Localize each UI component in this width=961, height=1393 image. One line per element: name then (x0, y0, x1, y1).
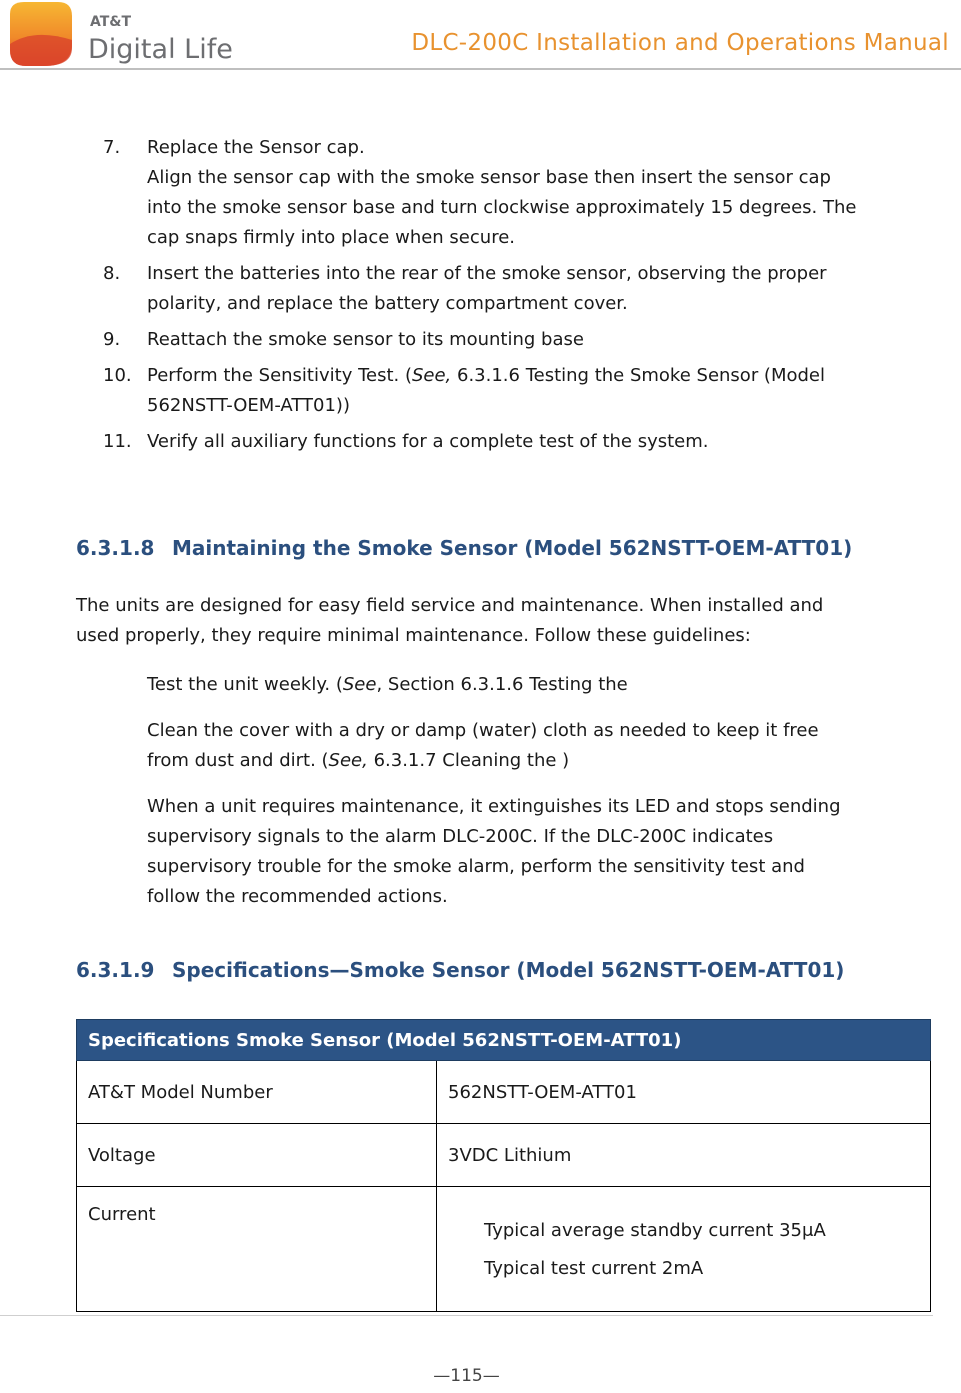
svg-text:Digital Life: Digital Life (88, 34, 233, 65)
step-text: 562NSTT-OEM-ATT01)) (147, 395, 350, 416)
step-number: 11. (103, 431, 132, 452)
spec-value-item: Typical test current 2mA (484, 1258, 704, 1279)
step-11 (103, 427, 943, 457)
step-text: into the smoke sensor base and turn clockwise approximately 15 degrees. The (147, 197, 857, 218)
cross-reference-link[interactable]: 6.3.1.7 Cleaning the ) (367, 750, 570, 771)
table-row (77, 1187, 931, 1312)
step-text: Insert the batteries into the rear of the smoke sensor, observing the proper (147, 263, 827, 284)
guideline-item: When a unit requires maintenance, it extinguishes its LED and stops sending supervisory signals to the alarm DLC-200C. If the DLC-200C indicates supervisory trouble for the smoke alarm, perform the sensitivity test and follow the recommended actions. (147, 796, 841, 907)
step-number: 8. (103, 263, 121, 284)
spec-label: AT&T Model Number (77, 1061, 437, 1124)
step-text: Verify all auxiliary functions for a complete test of the system. (147, 431, 709, 452)
section-heading-specifications (76, 958, 844, 982)
specifications-table (76, 1019, 931, 1312)
section-title: Specifications—Smoke Sensor (Model 562NSTT-OEM-ATT01) (172, 958, 845, 982)
step-text: polarity, and replace the battery compartment cover. (147, 293, 628, 314)
procedure-steps (103, 133, 943, 463)
step-text: Reattach the smoke sensor to its mounting base (147, 329, 584, 350)
footer-divider (0, 1315, 933, 1316)
spec-label: Current (77, 1187, 437, 1312)
step-8 (103, 259, 943, 319)
section-number: 6.3.1.9 (76, 958, 155, 982)
att-digital-life-logo (4, 0, 249, 68)
cross-reference-see: See, (328, 750, 368, 771)
section-heading-maintaining (76, 536, 852, 560)
section-number: 6.3.1.8 (76, 536, 155, 560)
guideline-item: Clean the cover with a dry or damp (water) cloth as needed to keep it free from dust and dirt. (See, 6.3.1.7 Cleaning the ) (147, 720, 819, 771)
step-7 (103, 133, 943, 253)
document-title: DLC-200C Installation and Operations Manual (411, 30, 949, 56)
cross-reference-see: See, (411, 365, 452, 386)
page-header (0, 0, 961, 72)
guideline-item: Test the unit weekly. (See, Section 6.3.1.6 Testing the (147, 674, 628, 695)
step-number: 9. (103, 329, 121, 350)
step-9 (103, 325, 943, 355)
cross-reference-link[interactable]: , Section 6.3.1.6 Testing the (376, 674, 628, 695)
step-number: 7. (103, 137, 121, 158)
step-number: 10. (103, 365, 132, 386)
maintenance-guidelines (147, 670, 841, 928)
header-divider (0, 68, 961, 70)
spec-value-item: Typical average standby current 35μA (484, 1220, 826, 1241)
table-row (77, 1124, 931, 1187)
spec-value (437, 1187, 931, 1312)
step-10 (103, 361, 943, 421)
spec-value: 3VDC Lithium (437, 1124, 931, 1187)
step-text: Replace the Sensor cap. (147, 137, 365, 158)
table-header: Specifications Smoke Sensor (Model 562NSTT-OEM-ATT01) (77, 1020, 931, 1061)
maintenance-intro: The units are designed for easy field service and maintenance. When installed and used properly, they require minimal maintenance. Follow these guidelines: (76, 595, 824, 646)
section-title: Maintaining the Smoke Sensor (Model 562NSTT-OEM-ATT01) (172, 536, 853, 560)
spec-label: Voltage (77, 1124, 437, 1187)
page-number: —115— (433, 1366, 500, 1386)
step-text: cap snaps firmly into place when secure. (147, 227, 515, 248)
cross-reference-see: See (342, 674, 377, 695)
spec-value: 562NSTT-OEM-ATT01 (437, 1061, 931, 1124)
table-row (77, 1061, 931, 1124)
cross-reference-link[interactable]: 6.3.1.6 Testing the Smoke Sensor (Model (451, 365, 826, 386)
step-text: Align the sensor cap with the smoke sensor base then insert the sensor cap (147, 167, 831, 188)
svg-text:AT&T: AT&T (90, 14, 132, 30)
step-text: Perform the Sensitivity Test. (See, 6.3.1.6 Testing the Smoke Sensor (Model (147, 365, 826, 386)
